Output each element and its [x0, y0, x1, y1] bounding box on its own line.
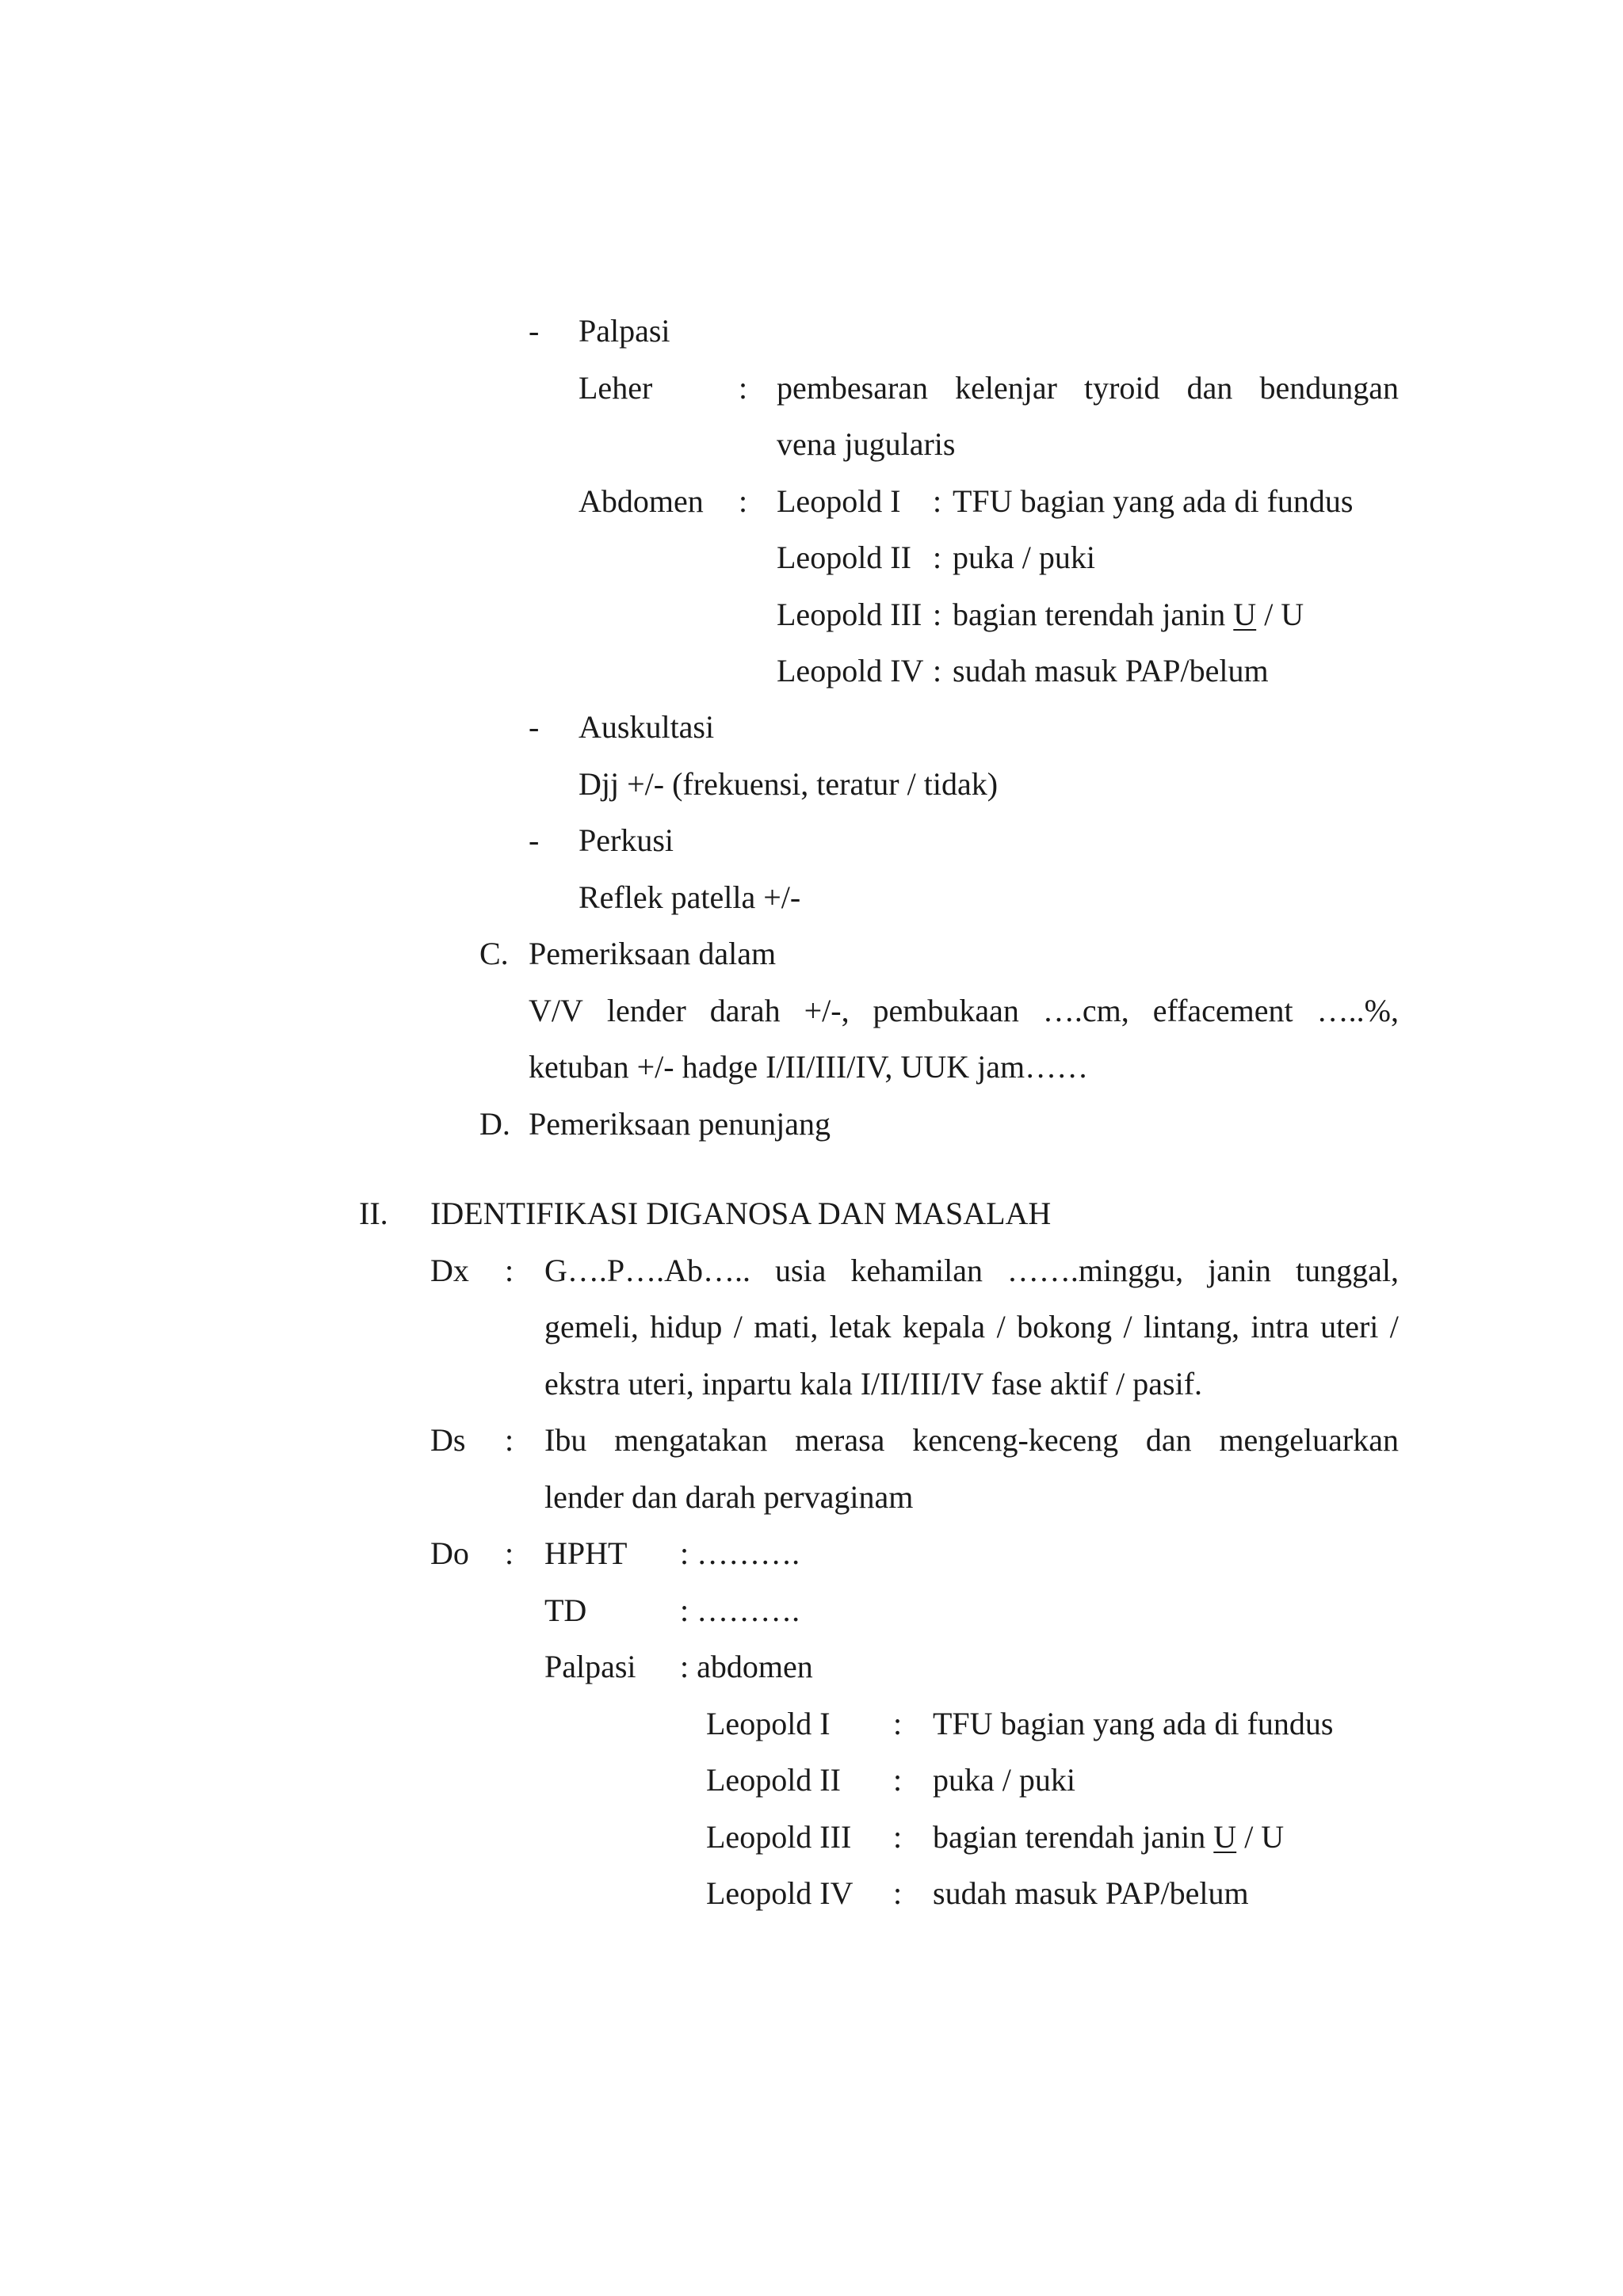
do-row-value: : ………. — [680, 1592, 800, 1628]
palpasi-title: Palpasi — [579, 313, 670, 349]
word: dan — [1186, 370, 1233, 406]
section-ii-numeral: II. — [359, 1196, 388, 1231]
leopold-name: Leopold I — [777, 483, 901, 519]
leopold-finding: sudah masuk PAP/belum — [953, 653, 1269, 688]
word: gemeli, — [544, 1309, 639, 1344]
word: ….cm, — [1042, 993, 1129, 1028]
leopold-colon: : — [933, 597, 942, 632]
auskultasi-text: Djj +/- (frekuensi, teratur / tidak) — [579, 766, 999, 802]
dx-text-line1 — [544, 1255, 1399, 1287]
word: pembukaan — [873, 993, 1019, 1028]
dx-label: Dx — [430, 1253, 469, 1288]
leopold-name: Leopold I — [706, 1706, 831, 1741]
word: tyroid — [1083, 370, 1160, 406]
leopold-name: Leopold IV — [777, 653, 924, 688]
section-c-text-line2: ketuban +/- hadge I/II/III/IV, UUK jam…… — [529, 1049, 1089, 1085]
word: / — [1389, 1309, 1399, 1344]
section-c-title: Pemeriksaan dalam — [529, 936, 777, 971]
word: kenceng-keceng — [912, 1422, 1119, 1458]
abdomen-colon: : — [739, 483, 748, 519]
ds-text-line1 — [544, 1422, 1399, 1458]
leopold-finding-underlined: U — [1233, 597, 1257, 632]
word: uteri — [1320, 1309, 1379, 1344]
word: kehamilan — [850, 1253, 983, 1288]
leopold-colon: : — [933, 653, 942, 688]
ds-label: Ds — [430, 1422, 466, 1458]
do-row-label: Palpasi — [544, 1649, 636, 1684]
word: letak — [829, 1309, 892, 1344]
word: / — [996, 1309, 1006, 1344]
leher-label: Leher — [579, 370, 653, 406]
abdomen-label: Abdomen — [579, 483, 704, 519]
word: effacement — [1152, 993, 1293, 1028]
word: / — [733, 1309, 743, 1344]
do-row-value: : ………. — [680, 1535, 800, 1571]
dx-text-line3: ekstra uteri, inpartu kala I/II/III/IV fase aktif / pasif. — [544, 1366, 1203, 1402]
do-label: Do — [430, 1535, 469, 1571]
word: janin — [1208, 1253, 1272, 1288]
leopold-name: Leopold III — [706, 1819, 852, 1855]
ds-text-line2: lender dan darah pervaginam — [544, 1479, 914, 1515]
leopold-finding-underlined: U — [1213, 1819, 1237, 1855]
section-d-title: Pemeriksaan penunjang — [529, 1106, 831, 1142]
do-colon: : — [505, 1535, 514, 1571]
word: V/V — [529, 993, 583, 1028]
palpasi-bullet: - — [529, 313, 540, 349]
word: merasa — [795, 1422, 885, 1458]
auskultasi-title: Auskultasi — [579, 709, 715, 745]
leopold-finding: sudah masuk PAP/belum — [933, 1875, 1249, 1911]
word: mengeluarkan — [1219, 1422, 1399, 1458]
leopold-colon: : — [893, 1762, 903, 1798]
word: intra — [1251, 1309, 1309, 1344]
leopold-finding: puka / puki — [933, 1762, 1075, 1798]
perkusi-title: Perkusi — [579, 822, 674, 858]
leopold-finding: puka / puki — [953, 540, 1095, 575]
do-row-value: : abdomen — [680, 1649, 813, 1684]
word: mati, — [754, 1309, 819, 1344]
leopold-finding: bagian terendah janin U / U — [953, 597, 1304, 632]
section-ii-title: IDENTIFIKASI DIGANOSA DAN MASALAH — [430, 1196, 1052, 1231]
word: bokong — [1017, 1309, 1113, 1344]
leopold-name: Leopold II — [777, 540, 911, 575]
word: bendungan — [1259, 370, 1399, 406]
word: mengatakan — [614, 1422, 768, 1458]
word: darah — [709, 993, 781, 1028]
word: …….minggu, — [1006, 1253, 1184, 1288]
word: hidup — [650, 1309, 723, 1344]
dx-colon: : — [505, 1253, 514, 1288]
word: dan — [1145, 1422, 1192, 1458]
leopold-colon: : — [933, 483, 942, 519]
do-row-label: TD — [544, 1592, 587, 1628]
word: usia — [774, 1253, 827, 1288]
perkusi-text: Reflek patella +/- — [579, 879, 801, 915]
do-row-label: HPHT — [544, 1535, 628, 1571]
dx-text-line2 — [544, 1311, 1399, 1343]
auskultasi-bullet: - — [529, 709, 540, 745]
section-c-letter: C. — [479, 936, 509, 971]
perkusi-bullet: - — [529, 822, 540, 858]
section-c-text-line1 — [529, 995, 1399, 1027]
leher-text-line2: vena jugularis — [777, 426, 956, 462]
leopold-colon: : — [893, 1875, 903, 1911]
leopold-name: Leopold II — [706, 1762, 841, 1798]
leopold-name: Leopold III — [777, 597, 922, 632]
leopold-colon: : — [893, 1706, 903, 1741]
leopold-finding: TFU bagian yang ada di fundus — [953, 483, 1354, 519]
leopold-colon: : — [933, 540, 942, 575]
leher-colon: : — [739, 370, 748, 406]
word: pembesaran — [777, 370, 929, 406]
word: kelenjar — [955, 370, 1057, 406]
leopold-name: Leopold IV — [706, 1875, 854, 1911]
word: / — [1123, 1309, 1132, 1344]
word: kepala — [902, 1309, 986, 1344]
word: tunggal, — [1295, 1253, 1399, 1288]
leher-text-line1 — [777, 372, 1399, 404]
section-d-letter: D. — [479, 1106, 510, 1142]
word: lintang, — [1143, 1309, 1240, 1344]
word: …..%, — [1316, 993, 1399, 1028]
leopold-finding: bagian terendah janin U / U — [933, 1819, 1285, 1855]
ds-colon: : — [505, 1422, 514, 1458]
leopold-colon: : — [893, 1819, 903, 1855]
leopold-finding: TFU bagian yang ada di fundus — [933, 1706, 1334, 1741]
word: lender — [606, 993, 686, 1028]
word: Ibu — [544, 1422, 587, 1458]
word: +/-, — [804, 993, 850, 1028]
word: G….P….Ab….. — [544, 1253, 751, 1288]
